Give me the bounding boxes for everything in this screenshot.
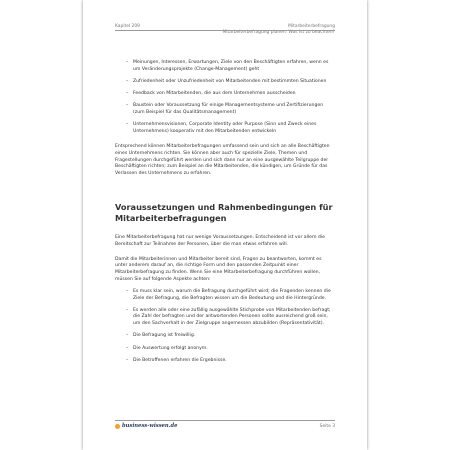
page-number: Seite 3 [319, 424, 335, 429]
list-item: – Feedback von Mitarbeitenden, die aus dem Unternehmen ausscheiden [115, 91, 335, 98]
list-item: – Es werden alle oder eine zufällig ausgewählte Stichprobe von Mitarbeitenden befragt; die Zahl der befragten und der antwortenden Personen sollte ausreichend groß sein, um den Sachverhalt in der Zielgruppe angemessen abzubilden (Repräsentativität). [115, 308, 335, 328]
footer-logo: business-wissen.de [122, 423, 178, 429]
paragraph: Eine Mitarbeiterbefragung hat nur wenige Voraussetzungen. Entscheidend ist vor allem die Bereitschaft zur Teilnahme der Personen, über die man etwas erfahren will. [115, 234, 325, 247]
document-page [83, 0, 367, 450]
list-item: – Meinungen, Interessen, Erwartungen, Ziele von den Beschäftigten erfahren, wenn es um Veränderungsprojekte (Change-Management) geht [115, 60, 335, 74]
page-content [115, 60, 335, 370]
footer-divider [115, 420, 335, 421]
logo-dot-icon [115, 424, 120, 429]
list-item: – Die Befragung ist freiwillig. [115, 333, 335, 340]
section-heading: Voraussetzungen und Rahmenbedingungen für Mitarbeiterbefragungen [115, 201, 333, 223]
header-divider [115, 30, 335, 31]
bullet-list-top [115, 60, 335, 136]
header-subtitle: Mitarbeiterbefragung planen: Was ist zu beachten? [222, 29, 335, 35]
paragraph: Entsprechend können Mitarbeiterbefragungen umfassend sein und sich an alle Beschäftigten eines Unternehmens richten. Sie können aber auch für spezielle Ziele, Themen und Fragestellungen durchgeführt werden und sich dann nur an eine ausgewählte Teilgruppe der Beschäftigten richten; zum Beispiel an die Mitarbeitenden, die kündigen, um Gründe für das Verlassen des Unternehmens zu erfahren. [115, 143, 330, 177]
list-item: – Die Auswertung erfolgt anonym. [115, 346, 335, 353]
list-item: – Unternehmensvisionen, Corporate Identity oder Purpose (Sinn und Zweck eines Unternehmens) kooperativ mit den Mitarbeitenden entwickeln [115, 122, 335, 136]
list-item: – Die Betroffenen erfahren die Ergebnisse. [115, 358, 335, 365]
header-chapter: Kapitel 209 [115, 24, 140, 29]
paragraph: Damit die Mitarbeiterinnen und Mitarbeiter bereit sind, Fragen zu beantworten, kommt es unter anderem darauf an, die richtige Form und den passenden Zeitpunkt einer Mitarbeiterbefragung zu finden. Wenn Sie eine Mitarbeiterbefragung durchführen wollen, müssen Sie auf folgende Aspekte achten: [115, 256, 322, 282]
list-item: – Es muss klar sein, warum die Befragung durchgeführt wird; die Fragenden kennen die Ziele der Befragung, die Befragten wissen um die Bedeutung und die Hintergründe. [115, 289, 335, 303]
bullet-list-bottom [115, 289, 335, 365]
header-title: Mitarbeiterbefragung [288, 24, 335, 29]
list-item: – Zufriedenheit oder Unzufriedenheit von Mitarbeitenden mit bestimmten Situationen [115, 79, 335, 86]
list-item: – Baustein oder Voraussetzung für einige Managementsysteme und Zertifizierungen (zum Beispiel für das Qualitätsmanagement) [115, 103, 335, 117]
